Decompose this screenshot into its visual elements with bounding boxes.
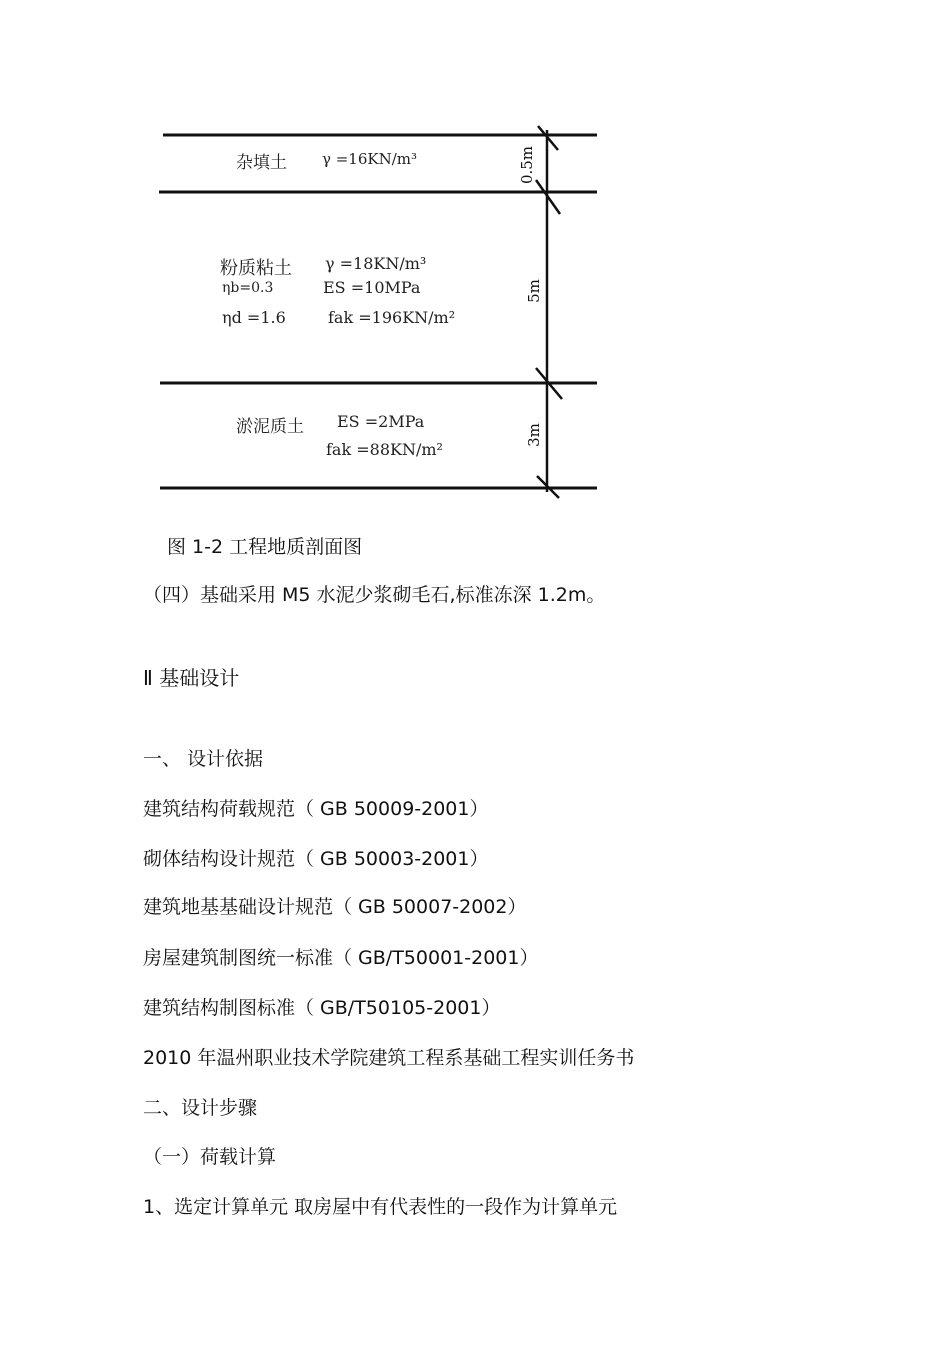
figure-caption: 图 1-2 工程地质剖面图 <box>167 536 363 558</box>
layer-2-fak: fak =196KN/m² <box>328 308 456 327</box>
reference-item: 房屋建筑制图统一标准（ GB/T50001-2001） <box>143 947 539 969</box>
layer-3-fak: fak =88KN/m² <box>326 440 443 459</box>
paragraph-calculation-unit: 1、选定计算单元 取房屋中有代表性的一段作为计算单元 <box>143 1196 618 1218</box>
section-heading-foundation-design: Ⅱ 基础设计 <box>143 666 240 690</box>
reference-item: 砌体结构设计规范（ GB 50003-2001） <box>143 848 489 870</box>
layer-3-thickness: 3m <box>524 423 543 447</box>
layer-2-eta-d: ηd =1.6 <box>222 308 286 327</box>
layer-1-thickness: 0.5m <box>518 145 537 185</box>
reference-item: 建筑结构荷载规范（ GB 50009-2001） <box>143 798 489 820</box>
subheading-load-calculation: （一）荷载计算 <box>143 1146 277 1168</box>
layer-1-name: 杂填土 <box>236 153 287 173</box>
subheading-design-basis: 一、 设计依据 <box>143 748 264 770</box>
subheading-design-steps: 二、设计步骤 <box>143 1097 258 1119</box>
layer-3-name: 淤泥质土 <box>236 417 304 437</box>
layer-2-unit-weight: γ =18KN/m³ <box>325 254 427 273</box>
layer-2-es: ES =10MPa <box>323 278 421 297</box>
layer-1-unit-weight: γ =16KN/m³ <box>322 150 418 168</box>
reference-item: 建筑结构制图标准（ GB/T50105-2001） <box>143 997 501 1019</box>
layer-2-name: 粉质粘土 <box>220 258 292 279</box>
reference-item: 2010 年温州职业技术学院建筑工程系基础工程实训任务书 <box>143 1047 635 1069</box>
paragraph-foundation-material: （四）基础采用 M5 水泥少浆砌毛石,标准冻深 1.2m。 <box>143 584 606 606</box>
geology-profile-figure <box>150 120 610 510</box>
layer-3-es: ES =2MPa <box>337 412 425 431</box>
layer-2-eta-b: ηb=0.3 <box>222 280 274 296</box>
reference-item: 建筑地基基础设计规范（ GB 50007-2002） <box>143 896 527 918</box>
layer-2-thickness: 5m <box>524 279 543 303</box>
